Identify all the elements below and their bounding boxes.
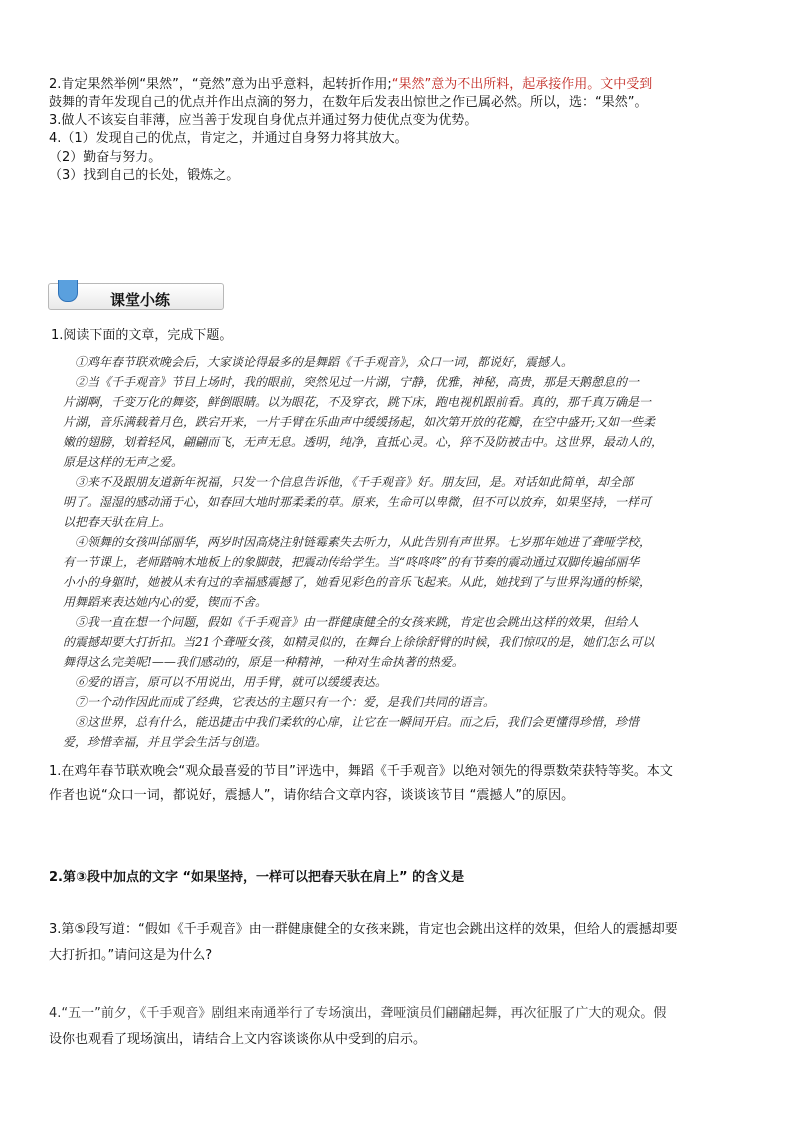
passage-line: ⑤我一直在想一个问题，假如《千手观音》由一群健康健全的女孩来跳，肯定也会跳出这样的效果，但给人	[75, 615, 640, 629]
question-1-line-1: 1.在鸡年春节联欢晚会“观众最喜爱的节目”评选中，舞蹈《千手观音》以绝对领先的得票数荣获特等奖。本文	[49, 764, 673, 779]
passage-line: ⑧这世界，总有什么，能迅捷击中我们柔软的心扉，让它在一瞬间开启。而之后，我们会更懂得珍惜，珍惜	[75, 715, 640, 729]
passage-line: 用舞蹈来表达她内心的爱，锲而不舍。	[63, 595, 268, 609]
passage-line: ②当《千手观音》节目上场时，我的眼前，突然见过一片湖，宁静，优雅，神秘，高贵，那是天鹅憩息的一	[75, 375, 640, 389]
question-2: 2.第③段中加点的文字 “如果坚持，一样可以把春天驮在肩上” 的含义是	[49, 870, 465, 885]
passage-line: 舞得这么完美呢!——我们感动的，原是一种精神，一种对生命执著的热爱。	[63, 655, 464, 669]
passage-line: ⑦一个动作因此而成了经典，它表达的主题只有一个：爱，是我们共同的语言。	[75, 695, 496, 709]
answer-2-highlight: “果然”意为不出所料，起承接作用。文中受到	[391, 77, 653, 92]
passage-line: 爱，珍惜幸福，并且学会生活与创造。	[63, 735, 268, 749]
passage-line: 以把春天驮在肩上。	[63, 515, 172, 529]
passage-line: ④领舞的女孩叫邰丽华，两岁时因高烧注射链霉素失去听力，从此告别有声世界。七岁那年她进了聋哑学校，	[75, 535, 652, 549]
answer-4-2: （2）勤奋与努力。	[49, 150, 162, 165]
passage-line: 片湖，音乐满载着月色，跌宕开来，一片手臂在乐曲声中缓缓扬起，如次第开放的花瓣，在空中盛开;又如一些柔	[63, 415, 656, 429]
question-3-line-1: 3.第⑤段写道：“假如《千手观音》由一群健康健全的女孩来跳，肯定也会跳出这样的效果，但给人的震撼却要	[49, 922, 678, 937]
passage-line: 明了。湿湿的感动涌于心，如春回大地时那柔柔的草。原来，生命可以卑微，但不可以放弃，如果坚持，一样可	[63, 495, 652, 509]
passage-line: 原是这样的无声之爱。	[63, 455, 184, 469]
section-title: 课堂小练	[110, 291, 171, 309]
question-1-line-2: 作者也说“众口一词，都说好，震撼人”，请你结合文章内容，谈谈该节目 “震撼人”的原因。	[49, 788, 575, 803]
passage-line: 片湖啊，千变万化的舞姿，鲜倒眼睛。以为眼花，不及穿衣，跳下床，跑电视机跟前看。真的，那千真万确是一	[63, 395, 652, 409]
question-4-line-2: 设你也观看了现场演出，请结合上文内容谈谈你从中受到的启示。	[49, 1032, 427, 1047]
answer-4-3: （3）找到自己的长处，锻炼之。	[49, 168, 240, 183]
passage-line: ①鸡年春节联欢晚会后，大家谈论得最多的是舞蹈《千手观音》，众口一词，都说好，震撼人。	[75, 355, 574, 369]
answer-2-text: 2.肯定果然举例“果然”，“竟然”意为出乎意料，起转折作用;	[49, 77, 392, 92]
answer-3: 3.做人不该妄自菲薄，应当善于发现自身优点并通过努力使优点变为优势。	[49, 113, 478, 128]
answer-4-1: 4.（1）发现自己的优点，肯定之，并通过自身努力将其放大。	[49, 131, 408, 146]
passage	[63, 352, 753, 752]
passage-line: ③来不及跟朋友道新年祝福，只发一个信息告诉他，《千手观音》好。朋友回，是。对话如此简单，却全部	[75, 475, 634, 489]
answer-2-line-2: 鼓舞的青年发现自己的优点并作出点滴的努力，在数年后发表出惊世之作已属必然。所以，选：“果然”。	[49, 95, 648, 110]
question-4-line-1: 4.“五一”前夕，《千手观音》剧组来南通举行了专场演出，聋哑演员们翩翩起舞，再次征服了广大的观众。假	[49, 1006, 667, 1021]
question-3-line-2: 大打折扣。”请问这是为什么?	[49, 948, 213, 963]
passage-line: 有一节课上，老师踏响木地板上的象脚鼓，把震动传给学生。当“咚咚咚”的有节奏的震动通过双脚传遍邰丽华	[63, 555, 640, 569]
passage-line: 嫩的翅膀，划着轻风，翩翩而飞，无声无息。透明，纯净，直抵心灵。心，猝不及防被击中。这世界，最动人的，	[63, 435, 664, 449]
passage-line: 的震撼却要大打折扣。当21个聋哑女孩，如精灵似的，在舞台上徐徐舒臂的时候，我们惊叹的是，她们怎么可以	[63, 635, 655, 649]
answer-2-line-1	[49, 76, 652, 94]
passage-line: ⑥爱的语言，原可以不用说出，用手臂，就可以缓缓表达。	[75, 675, 388, 689]
passage-line: 小小的身躯时，她被从未有过的幸福感震撼了，她看见彩色的音乐飞起来。从此，她找到了与世界沟通的桥梁，	[63, 575, 652, 589]
bookmark-tab-icon	[58, 280, 78, 302]
reading-instruction: 1.阅读下面的文章，完成下题。	[51, 328, 233, 343]
section-header	[48, 280, 224, 310]
